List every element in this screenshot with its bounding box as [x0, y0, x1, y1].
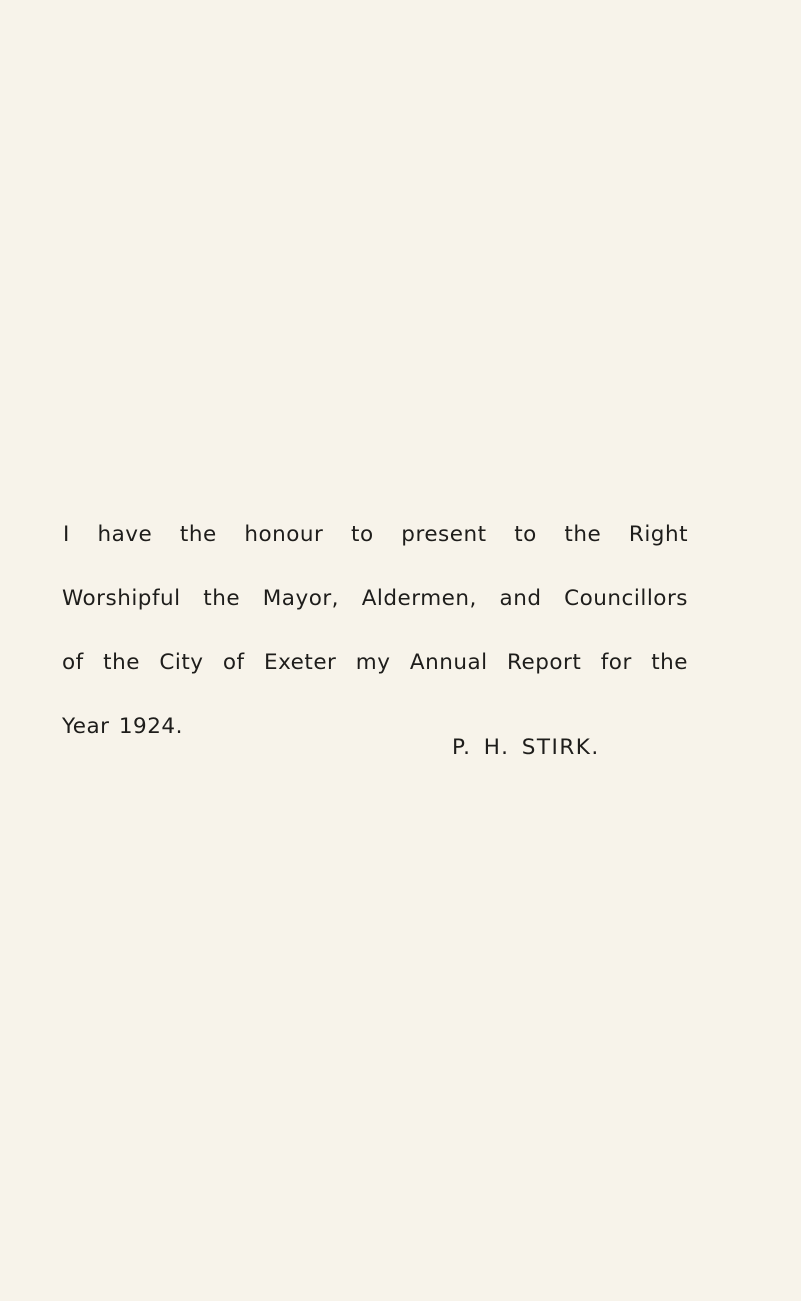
dedication-line-4: Year 1924. — [62, 714, 183, 739]
signature: P. H. STIRK. — [452, 735, 600, 760]
dedication-paragraph — [62, 503, 688, 759]
dedication-line-3: of the City of Exeter my Annual Report for the — [62, 650, 688, 675]
dedication-line-1: I have the honour to present to the Right — [63, 522, 688, 547]
dedication-line-2: Worshipful the Mayor, Aldermen, and Councillors — [62, 586, 688, 611]
